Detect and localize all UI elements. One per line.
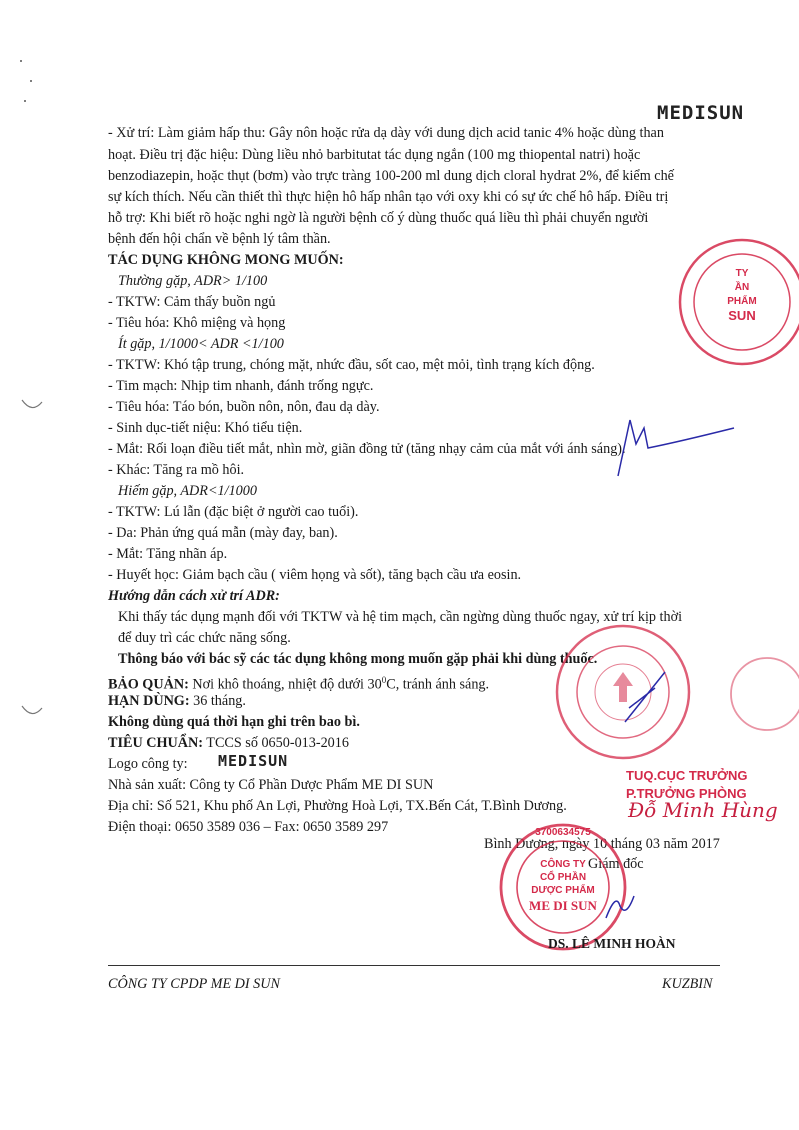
address-line: Địa chỉ: Số 521, Khu phố An Lợi, Phường Hoà Lợi, TX.Bến Cát, T.Bình Dương. — [108, 798, 567, 814]
shelf-life-line — [108, 691, 246, 711]
scan-speck — [20, 60, 22, 62]
medisun-logo-small: MEDISUN — [218, 752, 289, 770]
partial-stamp-text: ẦN — [734, 282, 750, 293]
approval-line-2: P.TRƯỞNG PHÒNG — [626, 786, 747, 801]
common-item: - TKTW: Cảm thấy buồn ngủ — [108, 294, 276, 310]
rare-item: - Da: Phản ứng quá mẫn (mày đay, ban). — [108, 525, 338, 541]
partial-stamp-text: TY — [735, 268, 749, 279]
signoff-name: DS. LÊ MINH HOÀN — [548, 936, 676, 951]
rare-item: - TKTW: Lú lẫn (đặc biệt ở người cao tuổi). — [108, 504, 359, 520]
uncommon-item: - Tiêu hóa: Táo bón, buồn nôn, nôn, đau dạ dày. — [108, 399, 380, 415]
logo-label: Logo công ty: — [108, 756, 188, 772]
company-round-stamp — [488, 822, 638, 952]
uncommon-item: - TKTW: Khó tập trung, chóng mặt, nhức đầu, sốt cao, mệt mỏi, tình trạng kích động. — [108, 357, 595, 373]
storage-label: BẢO QUẢN: — [108, 676, 189, 693]
punch-hole-mark — [20, 398, 44, 414]
common-item: - Tiêu hóa: Khô miệng và họng — [108, 315, 286, 331]
standard-text: TCCS số 0650-013-2016 — [202, 735, 349, 751]
common-title: Thường gặp, ADR> 1/100 — [118, 273, 268, 289]
partial-stamp-text: PHẨM — [727, 296, 757, 307]
shelf-life-label: HẠN DÙNG: — [108, 693, 190, 709]
adr-guide-title: Hướng dẫn cách xử trí ADR: — [108, 588, 280, 604]
uncommon-item: - Khác: Tăng ra mồ hôi. — [108, 462, 245, 478]
stamp-text: CỔ PHẦN — [539, 872, 587, 883]
doctor-notice: Thông báo với bác sỹ các tác dụng không mong muốn gặp phải khi dùng thuốc. — [118, 651, 598, 667]
adr-guide-line: Khi thấy tác dụng mạnh đối với TKTW và hệ tim mạch, cần ngừng dùng thuốc ngay, xử trí kịp thời — [118, 609, 683, 625]
approval-signature: Đỗ Minh Hùng — [628, 798, 778, 822]
stamp-text: CÔNG TY — [540, 859, 586, 870]
treatment-line: bệnh đến hội chẩn về bệnh lý tâm thần. — [108, 231, 331, 247]
footer-company: CÔNG TY CPDP ME DI SUN — [108, 976, 280, 992]
signoff-date: Bình Dương, ngày 10 tháng 03 năm 2017 — [484, 836, 720, 852]
adr-guide-line: để duy trì các chức năng sống. — [118, 630, 291, 646]
rare-item: - Mắt: Tăng nhãn áp. — [108, 546, 228, 562]
partial-stamp-text: SUN — [728, 308, 756, 323]
standard-line — [108, 733, 349, 753]
degree-sup: 0 — [381, 675, 387, 685]
uncommon-item: - Mắt: Rối loạn điều tiết mắt, nhìn mờ, giãn đồng tử (tăng nhạy cảm của mắt với ánh sáng). — [108, 441, 626, 457]
treatment-line: sự kích thích. Nếu cần thiết thì thực hiện hô hấp nhân tạo với oxy khi có sự ức chế hô hấp. Điều trị — [108, 189, 669, 205]
treatment-line: hỗ trợ: Khi biết rõ hoặc nghi ngờ là người bệnh cố ý dùng thuốc quá liều thì phải chuyển người — [108, 210, 649, 226]
stamp-text: DƯỢC PHẨM — [531, 885, 595, 896]
signoff-role: Giám đốc — [588, 856, 644, 872]
storage-text-end: C, tránh ánh sáng. — [386, 676, 490, 693]
rare-title: Hiếm gặp, ADR<1/1000 — [118, 483, 257, 499]
uncommon-item: - Tim mạch: Nhịp tim nhanh, đánh trống ngực. — [108, 378, 374, 394]
phone-line: Điện thoại: 0650 3589 036 – Fax: 0650 3589 297 — [108, 819, 389, 835]
stamp-code: 3700634575 — [535, 827, 591, 838]
storage-text: Nơi khô thoáng, nhiệt độ dưới 30 — [188, 676, 382, 693]
scan-speck — [24, 100, 26, 102]
rare-item: - Huyết học: Giảm bạch cầu ( viêm họng và sốt), tăng bạch cầu ưa eosin. — [108, 567, 522, 583]
initials-scribble — [598, 414, 738, 484]
treatment-line: hoạt. Điều trị đặc hiệu: Dùng liều nhỏ barbitutat tác dụng ngắn (100 mg thiopental natri) hoặc — [108, 147, 641, 163]
manufacturer-line: Nhà sản xuất: Công ty Cổ Phần Dược Phẩm ME DI SUN — [108, 777, 434, 793]
punch-hole-mark — [20, 704, 44, 720]
no-expired-warning: Không dùng quá thời hạn ghi trên bao bì. — [108, 714, 360, 730]
footer-product: KUZBIN — [662, 976, 713, 992]
uncommon-item: - Sinh dục-tiết niệu: Khó tiểu tiện. — [108, 420, 303, 436]
adverse-heading: TÁC DỤNG KHÔNG MONG MUỐN: — [108, 252, 344, 268]
partial-company-stamp — [672, 232, 799, 372]
approval-line-1: TUQ.CỤC TRƯỞNG — [626, 768, 748, 783]
treatment-line: benzodiazepin, hoặc thụt (bơm) vào trực tràng 100-200 ml dung dịch cloral hydrat 2%, để kiểm chế — [108, 168, 674, 184]
footer-divider — [108, 965, 720, 966]
uncommon-title: Ít gặp, 1/1000< ADR <1/100 — [118, 336, 284, 352]
treatment-line: - Xử trí: Làm giảm hấp thu: Gây nôn hoặc rửa dạ dày với dung dịch acid tanic 4% hoặc dùng than — [108, 125, 664, 141]
stamp-text: ME DI SUN — [529, 898, 597, 913]
approval-stamp — [505, 622, 799, 772]
shelf-life-text: 36 tháng. — [189, 693, 246, 709]
scan-speck — [30, 80, 32, 82]
medisun-logo: MEDISUN — [657, 102, 745, 124]
standard-label: TIÊU CHUẨN: — [108, 735, 203, 751]
